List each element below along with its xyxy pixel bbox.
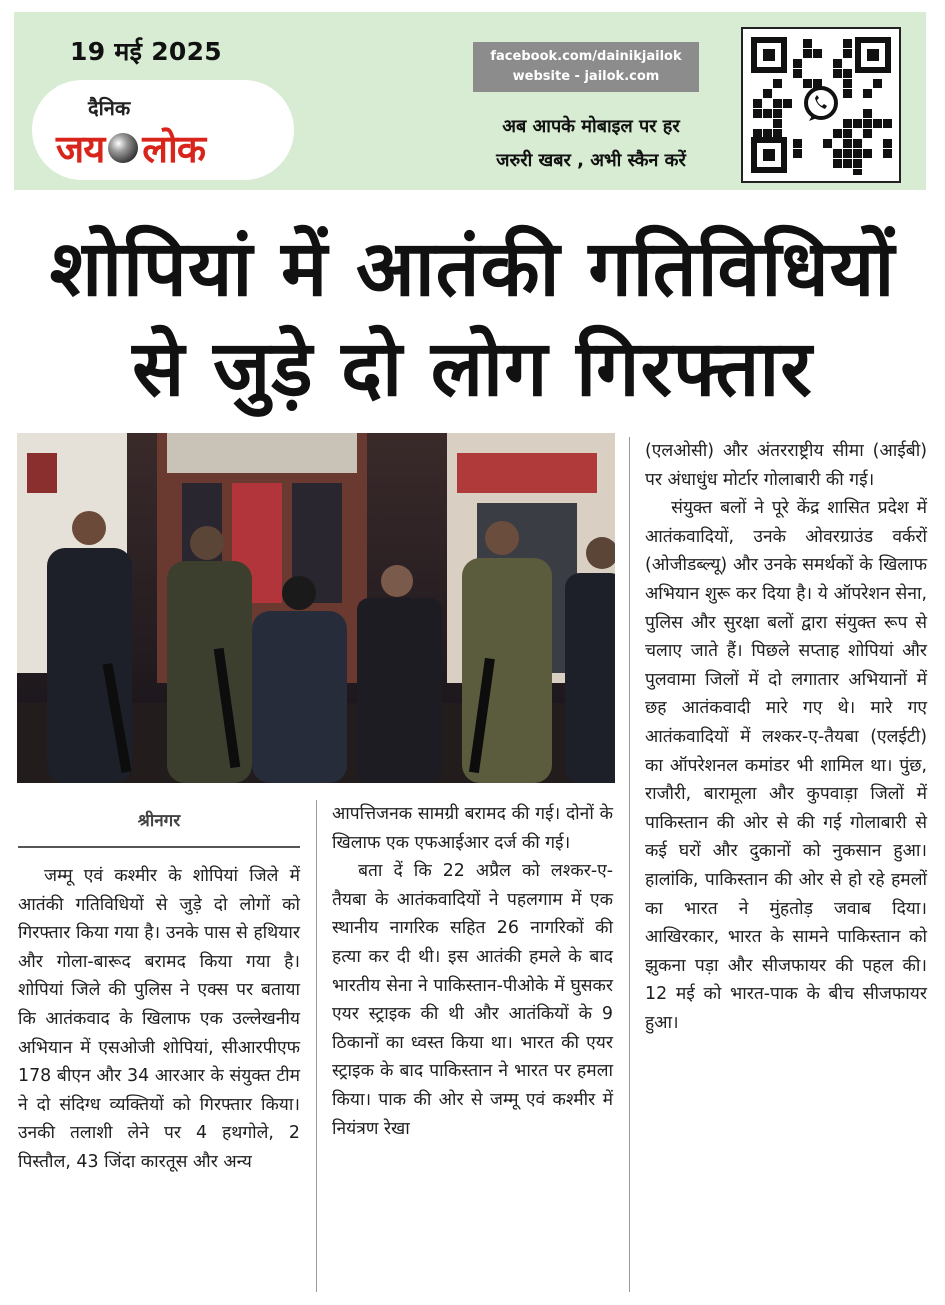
article-column-2 (332, 800, 613, 1143)
logo-word-right: लोक (142, 127, 206, 171)
headline-line-1: शोपियां में आतंकी गतिविधियों (49, 225, 896, 314)
paragraph: जम्मू एवं कश्मीर के शोपियां जिले में आतंकी गतिविधियों से जुड़े दो लोगों को गिरफ्तार किया गया है। उनके पास से हथियार और गोला-बारूद बरामद किया गया है। शोपियां जिले की पुलिस ने एक्स पर बताया कि आतंकवाद के खिलाफ एक उल्लेखनीय अभियान में एसओजी शोपियां, सीआरपीएफ 178 बीएन और 34 आरआर के संयुक्त टीम ने दो संदिग्ध व्यक्तियों को गिरफ्तार किया। उनकी तलाशी लेने पर 4 हथगोले, 2 पिस्तौल, 43 जिंदा कारतूस और अन्य (18, 866, 300, 1172)
newspaper-logo (32, 80, 294, 180)
facebook-link: facebook.com/dainikjailok (490, 49, 682, 64)
logo-wordmark (56, 122, 205, 174)
social-links-box (473, 42, 699, 92)
dateline-rule (18, 846, 300, 848)
qr-code-graphic (749, 35, 893, 175)
edition-date: 19 मई 2025 (70, 37, 223, 66)
globe-icon (108, 133, 138, 163)
paragraph: आपत्तिजनक सामग्री बरामद की गई। दोनों के खिलाफ एक एफआईआर दर्ज की गई। (332, 804, 613, 853)
headline-line-2: से जुड़े दो लोग गिरफ्तार (132, 325, 813, 414)
dateline: श्रीनगर (137, 811, 181, 831)
article-column-1 (18, 862, 300, 1177)
scan-promo (450, 110, 732, 178)
column-divider-1 (316, 800, 317, 1292)
promo-line-1: अब आपके मोबाइल पर हर (502, 116, 680, 137)
website-link: website - jailok.com (512, 69, 660, 84)
news-photo (17, 433, 615, 783)
arrest-photo-illustration (17, 433, 615, 783)
whatsapp-icon (806, 88, 836, 121)
paragraph: (एलओसी) और अंतरराष्ट्रीय सीमा (आईबी) पर अंधाधुंध मोर्टार गोलाबारी की गई। (645, 441, 927, 490)
logo-subtitle: दैनिक (88, 96, 131, 120)
logo-word-left: जय (56, 127, 105, 171)
paragraph: बता दें कि 22 अप्रैल को लश्कर-ए-तैयबा के आतंकवादियों ने पहलगाम में एक स्थानीय नागरिक सहित 26 नागरिकों की हत्या कर दी थी। इस आतंकी हमले के बाद भारतीय सेना ने पाकिस्तान-पीओके में घुसकर एयर स्ट्राइक की थी और आतंकियों के 9 ठिकानों का ध्वस्त किया था। भारत की एयर स्ट्राइक के बाद पाकिस्तान ने भारत पर हमला किया। पाक की ओर से जम्मू एवं कश्मीर में नियंत्रण रेखा (332, 861, 613, 1139)
article-column-3 (645, 437, 927, 1037)
qr-code-icon (741, 27, 901, 183)
paragraph: संयुक्त बलों ने पूरे केंद्र शासित प्रदेश में आतंकवादियों, उनके ओवरग्राउंड वर्करों (ओजीडब्ल्यू) और उनके समर्थकों के खिलाफ अभियान शुरू कर दिया है। ये ऑपरेशन सेना, पुलिस और सुरक्षा बलों द्वारा संयुक्त रूप से चलाए जाते हैं। पिछले सप्ताह शोपियां और पुलवामा जिलों में दो लगातार अभियानों में छह आतंकवादी मारे गए थे। मारे गए आतंकवादियों में लश्कर-ए-तैयबा (एलईटी) का ऑपरेशनल कमांडर भी शामिल था। पुंछ, राजौरी, बारामूला और कुपवाड़ा जिलों में पाकिस्तान की ओर से की गई गोलाबारी से कई घरों और दुकानों को नुकसान हुआ। हालांकि, पाकिस्तान की ओर से हो रहे हमलों का भारत ने मुंहतोड़ जवाब दिया। आखिरकार, भारत के सामने पाकिस्तान को झुकना पड़ा और सीजफायर की पहल की।12 मई को भारत-पाक के बीच सीजफायर हुआ। (645, 498, 927, 1033)
column-divider-2 (629, 437, 630, 1292)
promo-line-2: जरुरी खबर , अभी स्कैन करें (496, 150, 686, 171)
masthead (14, 12, 926, 190)
